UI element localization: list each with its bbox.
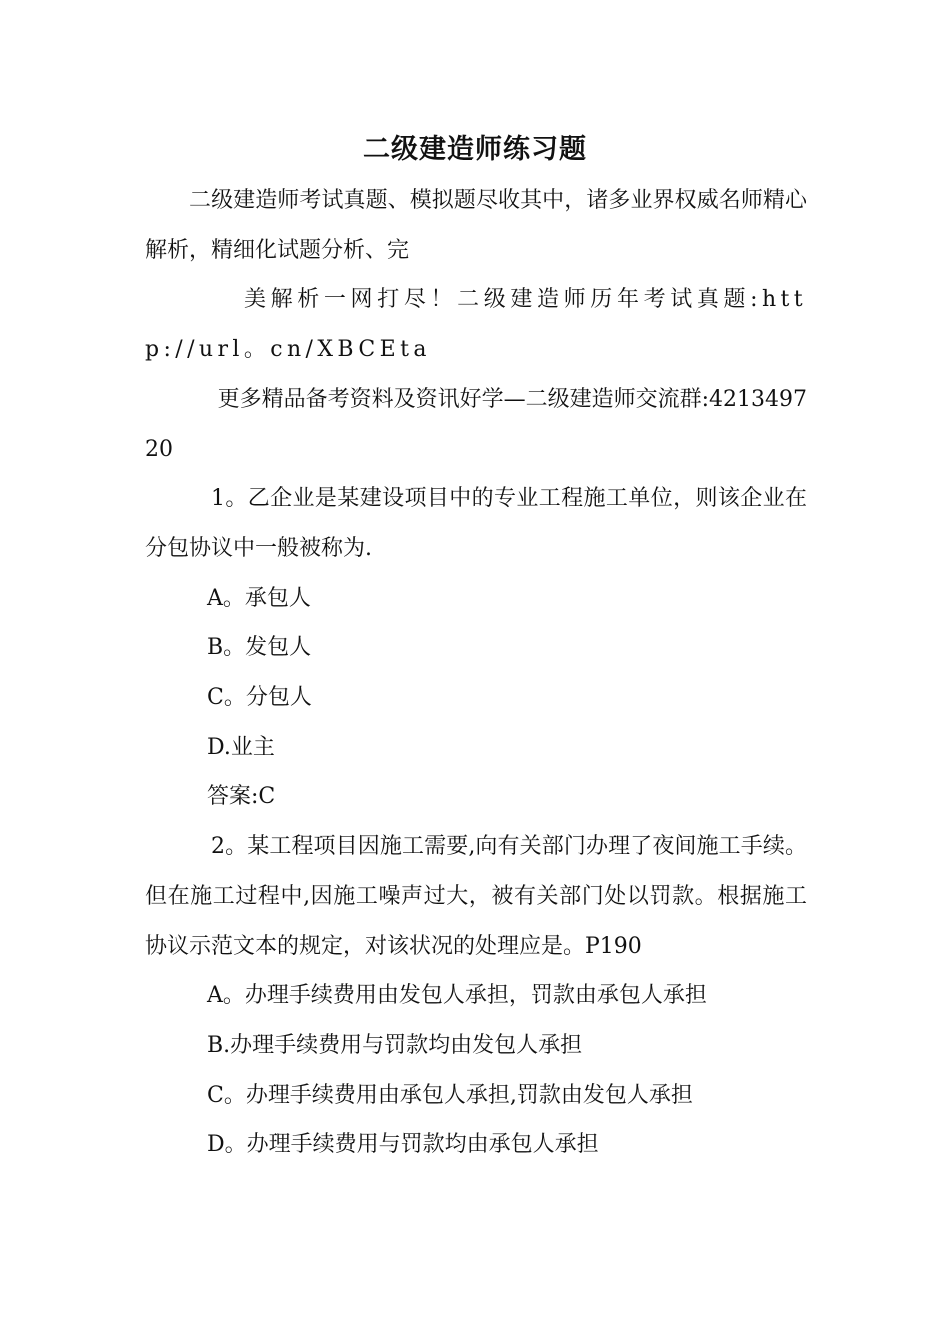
question-2-option-b: B.办理手续费用与罚款均由发包人承担 bbox=[207, 1032, 583, 1058]
question-2-stem: 2。某工程项目因施工需要,向有关部门办理了夜间施工手续。但在施工过程中,因施工噪声过大，被有关部门处以罚款。根据施工协议示范文本的规定，对该状况的处理应是。P190 bbox=[145, 834, 807, 959]
question-1-option-d: D.业主 bbox=[207, 734, 275, 760]
question-1-option-b: B。发包人 bbox=[207, 635, 312, 661]
question-2-option-c: C。办理手续费用由承包人承担,罚款由发包人承担 bbox=[207, 1082, 693, 1108]
question-1-answer: 答案:C bbox=[207, 784, 276, 810]
intro-paragraph-3: 更多精品备考资料及资讯好学—二级建造师交流群:421349720 bbox=[145, 386, 807, 462]
document-body bbox=[145, 176, 807, 1170]
question-1-stem: 1。乙企业是某建设项目中的专业工程施工单位，则该企业在分包协议中一般被称为. bbox=[145, 486, 807, 561]
question-1-option-a: A。承包人 bbox=[207, 585, 311, 611]
question-2-option-d: D。办理手续费用与罚款均由承包人承担 bbox=[207, 1132, 599, 1158]
intro-paragraph-2: 美解析一网打尽！二级建造师历年考试真题:http://url。cn/XBCEta bbox=[145, 287, 807, 363]
question-1-option-c: C。分包人 bbox=[207, 685, 312, 711]
document-title: 二级建造师练习题 bbox=[363, 134, 587, 165]
question-2-option-a: A。办理手续费用由发包人承担，罚款由承包人承担 bbox=[207, 983, 707, 1009]
intro-paragraph-1: 二级建造师考试真题、模拟题尽收其中，诸多业界权威名师精心解析，精细化试题分析、完 bbox=[145, 188, 807, 263]
